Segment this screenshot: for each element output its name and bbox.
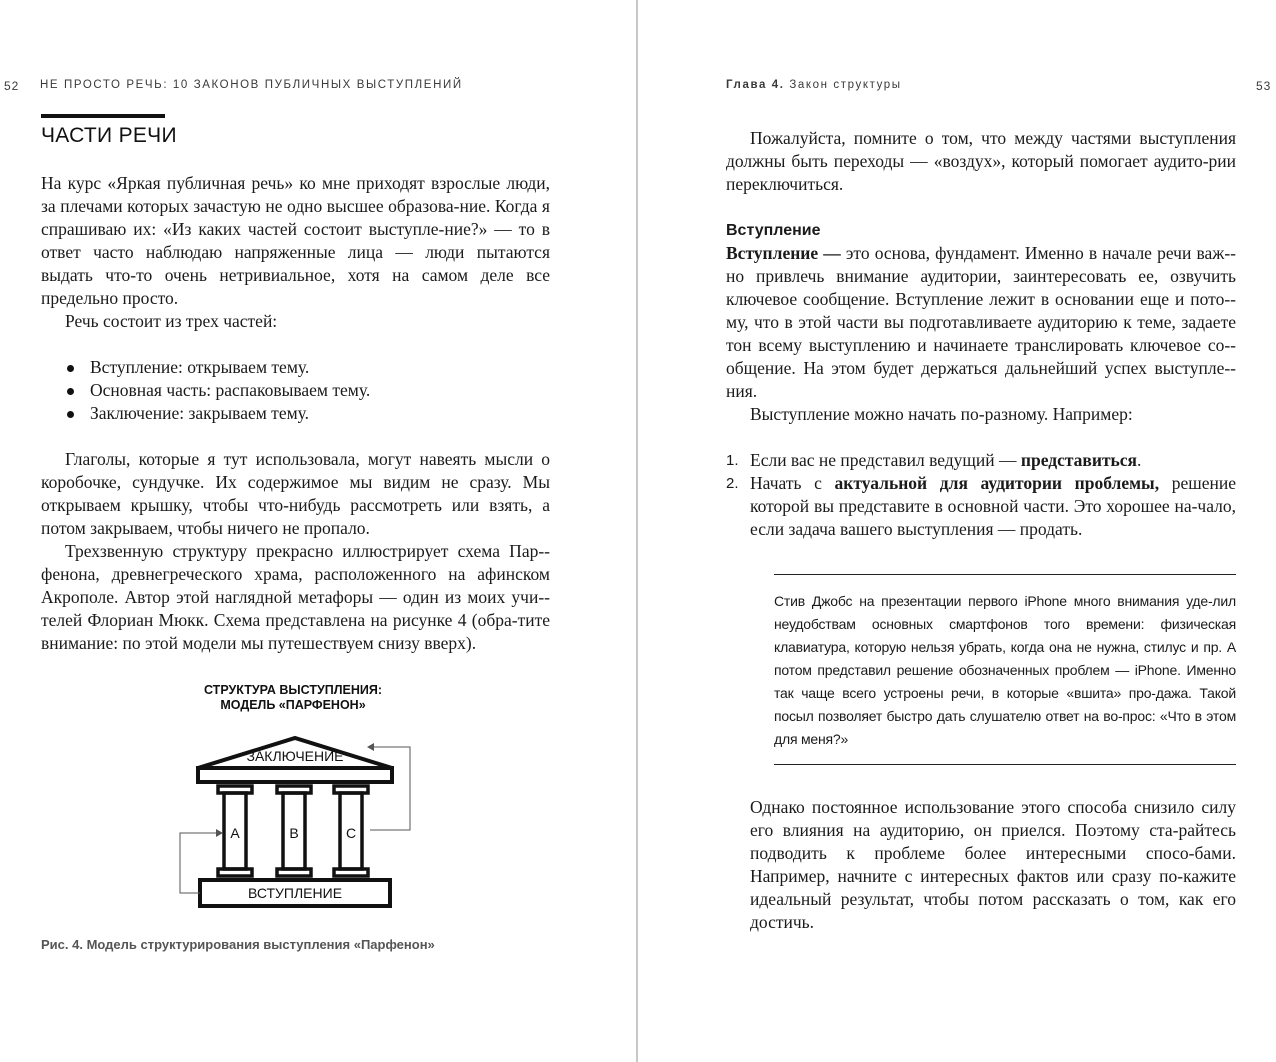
item-text: решение которой вы представите в основной части. Это хорошее на-чало, если задача вашего выступления — продать.: [750, 473, 1236, 539]
figure-caption: Рис. 4. Модель структурирования выступления «Парфенон»: [41, 937, 435, 952]
definition-text: это основа, фундамент. Именно в начале речи важ-но привлечь внимание аудитории, заинтересовать ее, озвучить ключевое сообщение. Вступление лежит в основании еще и пото-му, что в этой части вы подготавливаете аудиторию к теме, задаете тон всему выступлению и начинаете транслировать ключевое со-общение. На этом будет держаться дальнейший успех выступле-ния.: [726, 243, 1236, 401]
figure-title: [150, 683, 436, 713]
column-label: A: [230, 825, 240, 841]
list-item: Основная часть: распаковываем тему.: [41, 379, 550, 402]
column-label: B: [289, 825, 299, 841]
column-b: [277, 786, 311, 876]
list-item: [726, 449, 1236, 472]
subhead-intro: Вступление: [726, 222, 821, 239]
item-text: Начать с: [750, 473, 835, 493]
page-number-left: 52: [4, 79, 20, 93]
chapter-title: Закон структуры: [784, 79, 902, 91]
column-c: [334, 786, 368, 876]
section-title: ЧАСТИ РЕЧИ: [41, 124, 177, 147]
figure-title-line: МОДЕЛЬ «ПАРФЕНОН»: [220, 698, 366, 712]
list-number: 1.: [726, 452, 739, 469]
roof-label: ЗАКЛЮЧЕНИЕ: [246, 748, 344, 764]
paragraph-lead-in: Выступление можно начать по-разному. Например:: [750, 404, 1133, 424]
page-number-right: 53: [1256, 79, 1272, 93]
left-body: [41, 172, 550, 655]
parts-list: [41, 356, 550, 425]
paragraph-transitions: Пожалуйста, помните о том, что между частями выступления должны быть переходы — «воздух», который помогает аудито-рии переключиться.: [726, 128, 1236, 194]
list-item: Заключение: закрываем тему.: [41, 402, 550, 425]
arrowhead-icon: [216, 829, 223, 837]
paragraph-intro: На курс «Яркая публичная речь» ко мне приходят взрослые люди, за плечами которых зачастую не одно высшее образова-ние. Когда я спрашиваю их: «Из каких частей состоит выступле-ние?» — то в ответ часто наблюдаю напряженные лица — люди пытаются выдать что-то очень нетривиальное, хотя на самом деле все предельно просто.: [41, 173, 550, 308]
sidebar-quote: Стив Джобс на презентации первого iPhone много внимания уде-лил неудобствам основных смартфонов того времени: физическая клавиатура, которую нельзя убрать, когда она не нужна, стилус и пр. А потом представил решение обозначенных проблем — iPhone. Именно так чаще всего устроены речи, в которые «вшита» про-дажа. Такой посыл позволяет быстро дать слушателю ответ на во-прос: «Что в этом для меня?»: [774, 574, 1236, 765]
column-a: [218, 786, 252, 876]
section-title-bar: [41, 114, 165, 118]
running-head-left: НЕ ПРОСТО РЕЧЬ: 10 ЗАКОНОВ ПУБЛИЧНЫХ ВЫСТУПЛЕНИЙ: [40, 79, 463, 91]
list-item: Вступление: открываем тему.: [41, 356, 550, 379]
paragraph-closing: Однако постоянное использование этого способа снизило силу его влияния на аудиторию, он приелся. Поэтому ста-райтесь подводить к проблеме более интересными спосо-бами. Например, начните с интересных фактов или сразу по-кажите идеальный результат, чтобы потом рассказать о том, как его достичь.: [750, 797, 1236, 932]
paragraph-parts: Речь состоит из трех частей:: [65, 311, 278, 331]
item-bold: актуальной для аудитории проблемы,: [834, 473, 1160, 493]
paragraph-parthenon: Трехзвенную структуру прекрасно иллюстрирует схема Пар-фенона, древнегреческого храма, расположенного на афинском Акрополе. Автор этой наглядной метафоры — один из моих учи-телей Флориан Мюкк. Схема представлена на рисунке 4 (обра-тите внимание: по этой модели мы путешествуем снизу вверх).: [41, 541, 550, 653]
running-head-right: [726, 79, 902, 91]
column-label: C: [345, 825, 357, 841]
item-text: .: [1137, 450, 1142, 470]
left-page: [0, 0, 637, 1062]
parthenon-diagram: [160, 730, 420, 915]
figure-title-line: СТРУКТУРА ВЫСТУПЛЕНИЯ:: [203, 683, 383, 697]
item-text: Если вас не представил ведущий —: [750, 450, 1021, 470]
list-number: 2.: [726, 475, 739, 492]
paragraph-definition: [726, 242, 1236, 403]
arrowhead-icon: [367, 743, 374, 751]
entablature: [198, 768, 392, 782]
item-bold: представиться: [1020, 450, 1138, 470]
ways-list: [726, 449, 1236, 541]
right-body: [726, 127, 1236, 541]
book-gutter: [636, 0, 638, 1062]
definition-term: Вступление —: [726, 243, 841, 263]
paragraph-verbs: Глаголы, которые я тут использовала, могут навеять мысли о коробочке, сундучке. Их содержимое мы видим не сразу. Мы открываем крышку, чтобы что-нибудь рассмотреть или взять, а потом закрываем, чтобы ничего не пропало.: [41, 449, 550, 538]
arrow-c-to-roof: [370, 747, 410, 830]
list-item: [726, 472, 1236, 541]
chapter-number: Глава 4.: [726, 79, 785, 91]
base-label: ВСТУПЛЕНИЕ: [247, 885, 343, 901]
